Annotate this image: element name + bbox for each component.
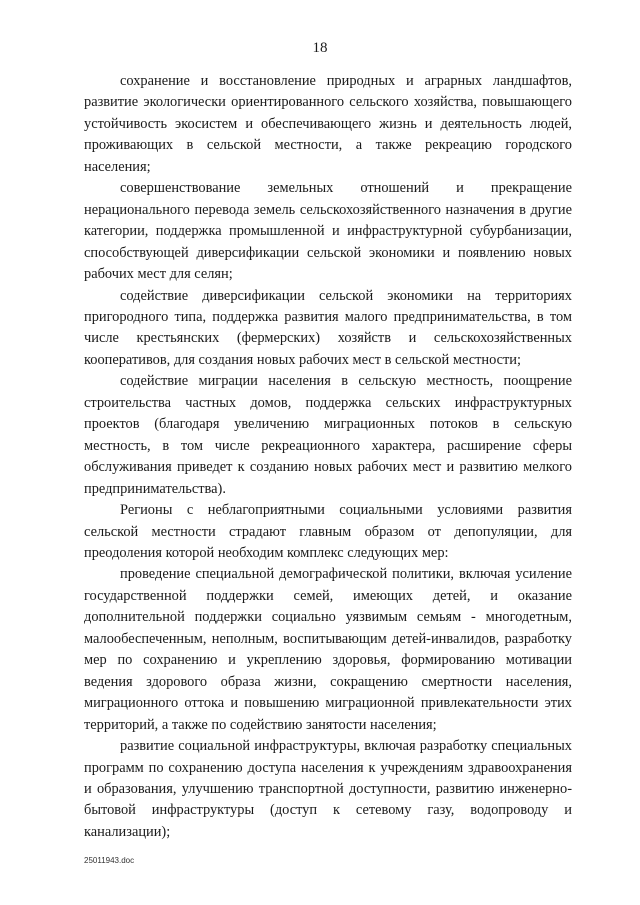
page-number: 18 <box>312 40 328 56</box>
document-body <box>84 71 572 843</box>
paragraph-social-infrastructure: развитие социальной инфраструктуры, включая разработку специальных программ по сохранению доступа населения к учреждениям здравоохранения и образования, улучшению транспортной доступности, развитию инженерно-бытовой инфраструктуры (доступ к сетевому газу, водопроводу и канализации); <box>84 738 572 840</box>
paragraph-demographic-policy: проведение специальной демографической политики, включая усиление государственной поддержки семей, имеющих детей, и оказание дополнительной поддержки социально уязвимым семьям - многодетным, малообеспеченным, неполным, воспитывающим детей-инвалидов, разработку мер по сохранению и укреплению здоровья, формированию мотивации ведения здорового образа жизни, сокращению смертности населения, миграционного оттока и повышению миграционной привлекательности этих территорий, а также по содействию занятости населения; <box>84 566 572 733</box>
file-name-footer: 25011943.doc <box>84 856 135 865</box>
paragraph-landscape-preservation: сохранение и восстановление природных и аграрных ландшафтов, развитие экологически ориентированного сельского хозяйства, повышающего устойчивость экосистем и обеспечивающего жизнь и деятельность людей, проживающих в сельской местности, а также рекреацию городского населения; <box>84 73 572 175</box>
paragraph-economy-diversification: содействие диверсификации сельской экономики на территориях пригородного типа, поддержка развития малого предпринимательства, в том числе крестьянских (фермерских) хозяйств и сельскохозяйственных кооперативов, для создания новых рабочих мест в сельской местности; <box>84 287 572 368</box>
paragraph-unfavorable-regions: Регионы с неблагоприятными социальными условиями развития сельской местности страдают главным образом от депопуляции, для преодоления которой необходим комплекс следующих мер: <box>84 502 572 561</box>
paragraph-migration-support: содействие миграции населения в сельскую местность, поощрение строительства частных домов, поддержка сельских инфраструктурных проектов (благодаря увеличению миграционных потоков в сельскую местность, в том числе рекреационного характера, расширение сферы обслуживания приведет к созданию новых рабочих мест и развитию мелкого предпринимательства). <box>84 373 572 497</box>
paragraph-land-relations: совершенствование земельных отношений и прекращение нерационального перевода земель сельскохозяйственного назначения в другие категории, поддержка промышленной и инфраструктурной субурбанизации, способствующей диверсификации сельской экономики и появлению новых рабочих мест для селян; <box>84 180 572 283</box>
